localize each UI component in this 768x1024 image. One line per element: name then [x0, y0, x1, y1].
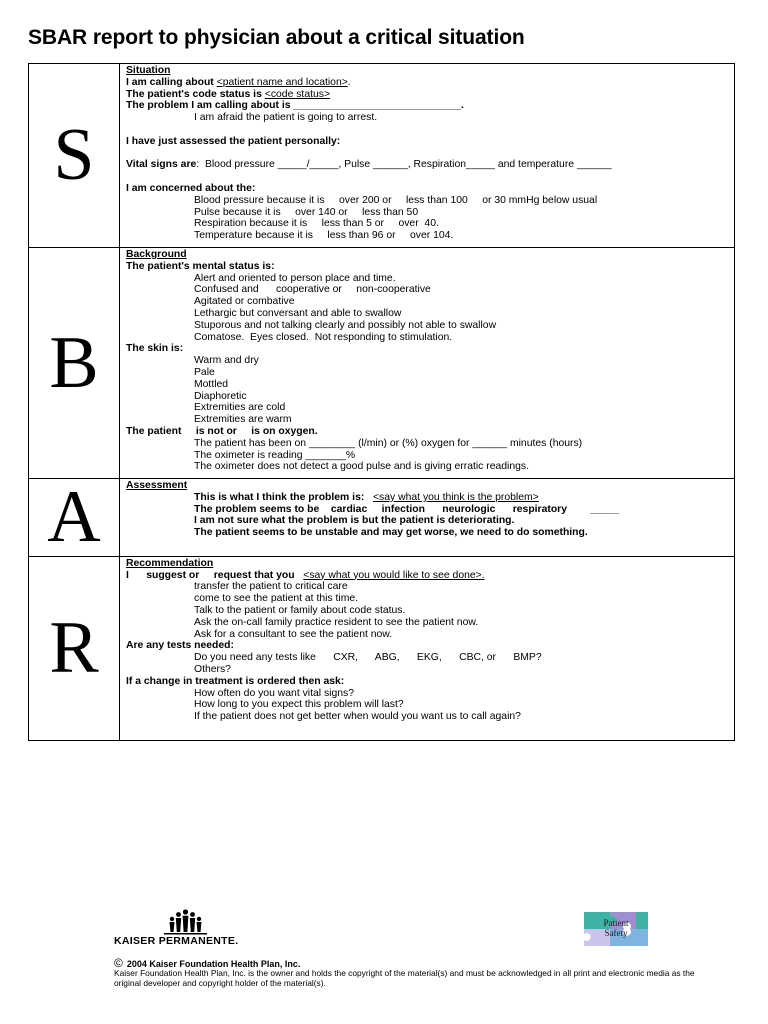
not-sure-line: I am not sure what the problem is but the patient is deteriorating.: [194, 515, 515, 527]
assessment-header: Assessment: [126, 480, 188, 492]
mental-item: Comatose. Eyes closed. Not responding to stimulation.: [194, 331, 453, 343]
mental-item: Stuporous and not talking clearly and possibly not able to swallow: [194, 319, 497, 331]
recommendation-header: Recommendation: [126, 557, 214, 569]
problem-line: The problem I am calling about is _____________________________.: [126, 100, 464, 112]
problem-seems-line: The problem seems to be cardiac infection neurologic respiratory _____: [194, 503, 619, 515]
background-header: Background: [126, 248, 187, 260]
skin-line: The skin is:: [126, 343, 184, 355]
tests-line: Are any tests needed:: [126, 640, 234, 652]
assessed-line: I have just assessed the patient personally:: [126, 135, 341, 147]
kaiser-brand-text: KAISER PERMANENTE.: [114, 935, 239, 947]
skin-item: Extremities are cold: [194, 402, 286, 414]
suggest-item: Ask the on-call family practice resident to see the patient now.: [194, 616, 479, 628]
code-status-label: The patient's code status is: [126, 88, 265, 100]
change-item: How often do you want vital signs?: [194, 687, 354, 699]
unstable-line: The patient seems to be unstable and may get worse, we need to do something.: [194, 527, 588, 539]
think-problem-line: [126, 492, 730, 504]
vital-signs-label: Vital signs are: [126, 159, 197, 171]
calling-about-label: I am calling about: [126, 76, 217, 88]
mental-item: Confused and cooperative or non-cooperative: [194, 284, 431, 296]
mental-item: Agitated or combative: [194, 296, 295, 308]
afraid-line: I am afraid the patient is going to arrest.: [194, 112, 378, 124]
copyright-symbol: ©: [114, 956, 123, 970]
assessment-content: [120, 479, 735, 557]
skin-item: Warm and dry: [194, 355, 259, 367]
calling-about-suffix: .: [347, 76, 351, 88]
recommendation-letter: R: [29, 556, 120, 740]
situation-header: Situation: [126, 65, 171, 76]
suggest-item: come to see the patient at this time.: [194, 593, 359, 605]
code-status-line: [126, 89, 730, 101]
copyright-notice: Kaiser Foundation Health Plan, Inc. is the owner and holds the copyright of the material(s) and must be acknowledged in all print and electronic media as the original developer and copyright holder of the material(s).: [114, 968, 695, 988]
suggest-line: [126, 570, 730, 582]
calling-about-line: [126, 77, 730, 89]
change-line: If a change in treatment is ordered then ask:: [126, 675, 345, 687]
situation-letter: S: [29, 64, 120, 248]
skin-item: Extremities are warm: [194, 414, 292, 426]
kaiser-permanente-logo: [114, 908, 264, 948]
suggest-item: Talk to the patient or family about code status.: [194, 605, 406, 617]
background-content: [120, 247, 735, 478]
background-row: [29, 247, 735, 478]
concern-item: Temperature because it is less than 96 or over 104.: [194, 230, 454, 242]
people-logo-icon: [114, 908, 264, 936]
recommendation-content: [120, 556, 735, 740]
oxygen-item: The patient has been on ________ (l/min) or (%) oxygen for ______ minutes (hours): [194, 437, 583, 449]
background-letter: B: [29, 247, 120, 478]
tests-item: Others?: [194, 664, 231, 676]
suggest-item: transfer the patient to critical care: [194, 581, 348, 593]
skin-item: Diaphoretic: [194, 390, 247, 402]
skin-item: Pale: [194, 366, 215, 378]
concern-item: Respiration because it is less than 5 or over 40.: [194, 218, 439, 230]
mental-item: Alert and oriented to person place and time.: [194, 272, 396, 284]
patient-safety-label: [578, 918, 654, 938]
badge-line-1: Patient: [603, 918, 629, 928]
page-title: SBAR report to physician about a critical situation: [28, 26, 525, 49]
oxygen-item: The oximeter does not detect a good pulse and is giving erratic readings.: [194, 461, 530, 473]
vital-signs-line: [126, 159, 730, 171]
concern-item: Blood pressure because it is over 200 or less than 100 or 30 mmHg below usual: [194, 194, 598, 206]
tests-item: Do you need any tests like CXR, ABG, EKG, CBC, or BMP?: [194, 652, 542, 664]
suggest-label: I suggest or request that you: [126, 569, 304, 581]
suggest-item: Ask for a consultant to see the patient now.: [194, 628, 393, 640]
copyright-text: 2004 Kaiser Foundation Health Plan, Inc.: [126, 959, 301, 969]
change-item: If the patient does not get better when would you want us to call again?: [194, 711, 521, 723]
situation-content: [120, 64, 735, 248]
think-problem-label: This is what I think the problem is:: [194, 491, 373, 503]
assessment-row: [29, 479, 735, 557]
recommendation-row: [29, 556, 735, 740]
patient-safety-badge: [578, 906, 654, 952]
mental-status-line: The patient's mental status is:: [126, 260, 275, 272]
concern-item: Pulse because it is over 140 or less than 50: [194, 206, 419, 218]
vital-signs-fields: : Blood pressure _____/_____, Pulse ______, Respiration_____ and temperature ______: [196, 159, 612, 171]
think-problem-placeholder: <say what you think is the problem>: [372, 491, 539, 503]
badge-line-2: Safety: [604, 928, 628, 938]
oxygen-item: The oximeter is reading _______%: [194, 449, 356, 461]
suggest-placeholder: <say what you would like to see done>.: [303, 569, 485, 581]
sbar-table: [28, 63, 735, 741]
situation-row: [29, 64, 735, 248]
change-item: How long to you expect this problem will last?: [194, 699, 404, 711]
oxygen-line: The patient is not or is on oxygen.: [126, 425, 318, 437]
mental-item: Lethargic but conversant and able to swallow: [194, 307, 402, 319]
assessment-letter: A: [29, 479, 120, 557]
code-status-placeholder: <code status>: [264, 88, 331, 100]
skin-item: Mottled: [194, 378, 229, 390]
concerned-line: I am concerned about the:: [126, 182, 256, 194]
patient-name-placeholder: <patient name and location>: [216, 76, 348, 88]
